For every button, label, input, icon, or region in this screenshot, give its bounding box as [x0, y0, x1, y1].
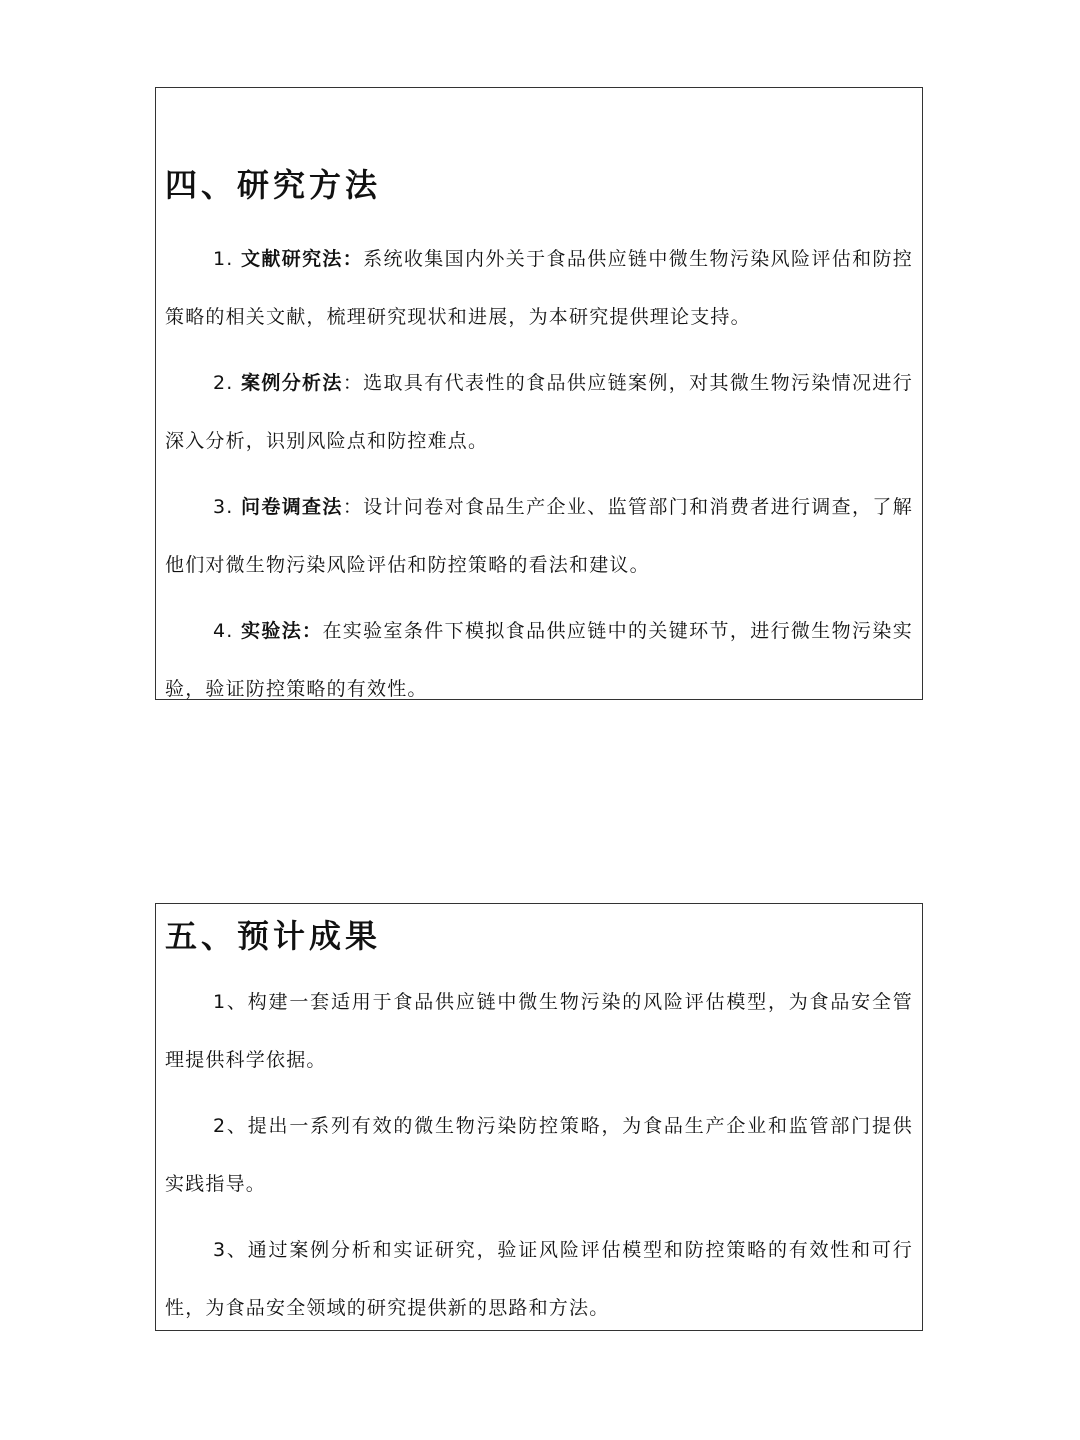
method-text: 系统收集国内外关于食品供应链中微生物污染风险评估和防控策略的相关文献，梳理研究现状和进展，为本研究提供理论支持。	[165, 248, 914, 328]
result-text: 提出一系列有效的微生物污染防控策略，为食品生产企业和监管部门提供实践指导。	[165, 1115, 913, 1195]
method-item-case-analysis	[165, 354, 913, 470]
section-title-expected-results: 五、预计成果	[165, 917, 382, 955]
item-number: 2、	[213, 1115, 248, 1137]
section-title-research-methods: 四、研究方法	[165, 166, 382, 204]
method-label: 实验法：	[240, 620, 323, 642]
item-number: 3.	[213, 496, 234, 518]
research-methods-box	[155, 87, 923, 700]
method-item-experiment	[165, 602, 913, 718]
method-label: 问卷调查法	[240, 496, 343, 518]
expected-results-box	[155, 903, 923, 1331]
item-number: 1、	[213, 991, 248, 1013]
item-number: 2.	[213, 372, 234, 394]
method-item-questionnaire	[165, 478, 913, 594]
result-text: 通过案例分析和实证研究，验证风险评估模型和防控策略的有效性和可行性，为食品安全领域的研究提供新的思路和方法。	[165, 1239, 913, 1319]
method-text: ：选取具有代表性的食品供应链案例，对其微生物污染情况进行深入分析，识别风险点和防控难点。	[165, 372, 913, 452]
method-text: 在实验室条件下模拟食品供应链中的关键环节，进行微生物污染实验，验证防控策略的有效性。	[165, 620, 913, 700]
method-label: 案例分析法	[240, 372, 343, 394]
result-item-3	[165, 1221, 913, 1337]
method-item-literature	[165, 230, 913, 346]
method-text: ：设计问卷对食品生产企业、监管部门和消费者进行调查，了解他们对微生物污染风险评估和防控策略的看法和建议。	[165, 496, 913, 576]
result-item-2	[165, 1097, 913, 1213]
item-number: 4.	[213, 620, 234, 642]
item-number: 1.	[213, 248, 234, 270]
method-label: 文献研究法：	[240, 248, 364, 270]
item-number: 3、	[213, 1239, 248, 1261]
result-text: 构建一套适用于食品供应链中微生物污染的风险评估模型，为食品安全管理提供科学依据。	[165, 991, 913, 1071]
result-item-1	[165, 973, 913, 1089]
